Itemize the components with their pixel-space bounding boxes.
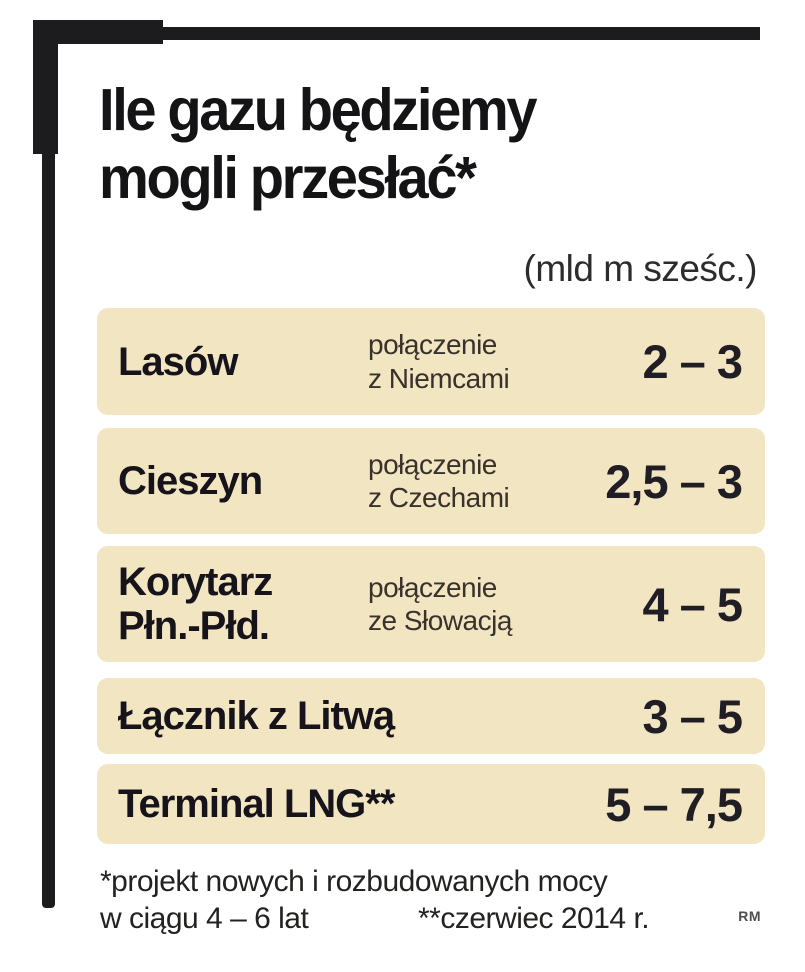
row-label-line1: Łącznik z Litwą xyxy=(118,694,395,738)
footnote xyxy=(100,864,649,938)
row-label xyxy=(118,694,394,738)
row-connection xyxy=(368,328,642,394)
footnote-line2-right: **czerwiec 2014 r. xyxy=(418,901,650,935)
footnote-line2-left: w ciągu 4 – 6 lat xyxy=(100,901,309,935)
page-title xyxy=(99,76,535,213)
row-label xyxy=(118,340,368,384)
row-label xyxy=(118,459,368,503)
table-row-korytarz xyxy=(97,546,765,662)
row-label-line1: Korytarz xyxy=(118,560,273,604)
row-connection-line2: ze Słowacją xyxy=(368,605,512,636)
row-connection-line2: z Czechami xyxy=(368,482,510,513)
row-label-line1: Cieszyn xyxy=(118,459,263,503)
capacity-table xyxy=(97,308,765,844)
frame-corner-vertical-bar xyxy=(33,20,58,154)
row-label-line1: Lasów xyxy=(118,339,238,384)
row-connection xyxy=(368,448,605,514)
row-connection-line1: połączenie xyxy=(368,329,497,361)
row-connection-line1: połączenie xyxy=(368,448,497,480)
table-row-lasow xyxy=(97,308,765,415)
row-value: 2,5 – 3 xyxy=(605,454,742,508)
table-row-terminal-lng xyxy=(97,764,765,844)
row-label xyxy=(118,560,368,648)
row-label-line2: Płn.-Płd. xyxy=(118,604,269,648)
row-label xyxy=(118,782,394,826)
row-value: 3 – 5 xyxy=(642,689,742,743)
row-connection-line1: połączenie xyxy=(368,571,497,603)
page-title-line1: Ile gazu będziemy xyxy=(99,77,536,143)
row-value: 2 – 3 xyxy=(642,335,742,388)
unit-label: (mld m sześc.) xyxy=(523,248,757,289)
row-value: 4 – 5 xyxy=(642,577,742,631)
table-row-cieszyn xyxy=(97,428,765,534)
table-row-lacznik xyxy=(97,678,765,754)
footnote-line2 xyxy=(100,901,649,938)
credit-initials: RM xyxy=(738,908,761,924)
page-title-line2: mogli przesłać* xyxy=(99,145,475,212)
row-connection xyxy=(368,571,642,637)
row-value: 5 – 7,5 xyxy=(605,777,742,831)
frame-line-vertical xyxy=(42,27,55,908)
footnote-line1: *projekt nowych i rozbudowanych mocy xyxy=(100,865,608,898)
row-connection-line2: z Niemcami xyxy=(368,362,510,394)
row-label-line1: Terminal LNG** xyxy=(118,782,395,826)
